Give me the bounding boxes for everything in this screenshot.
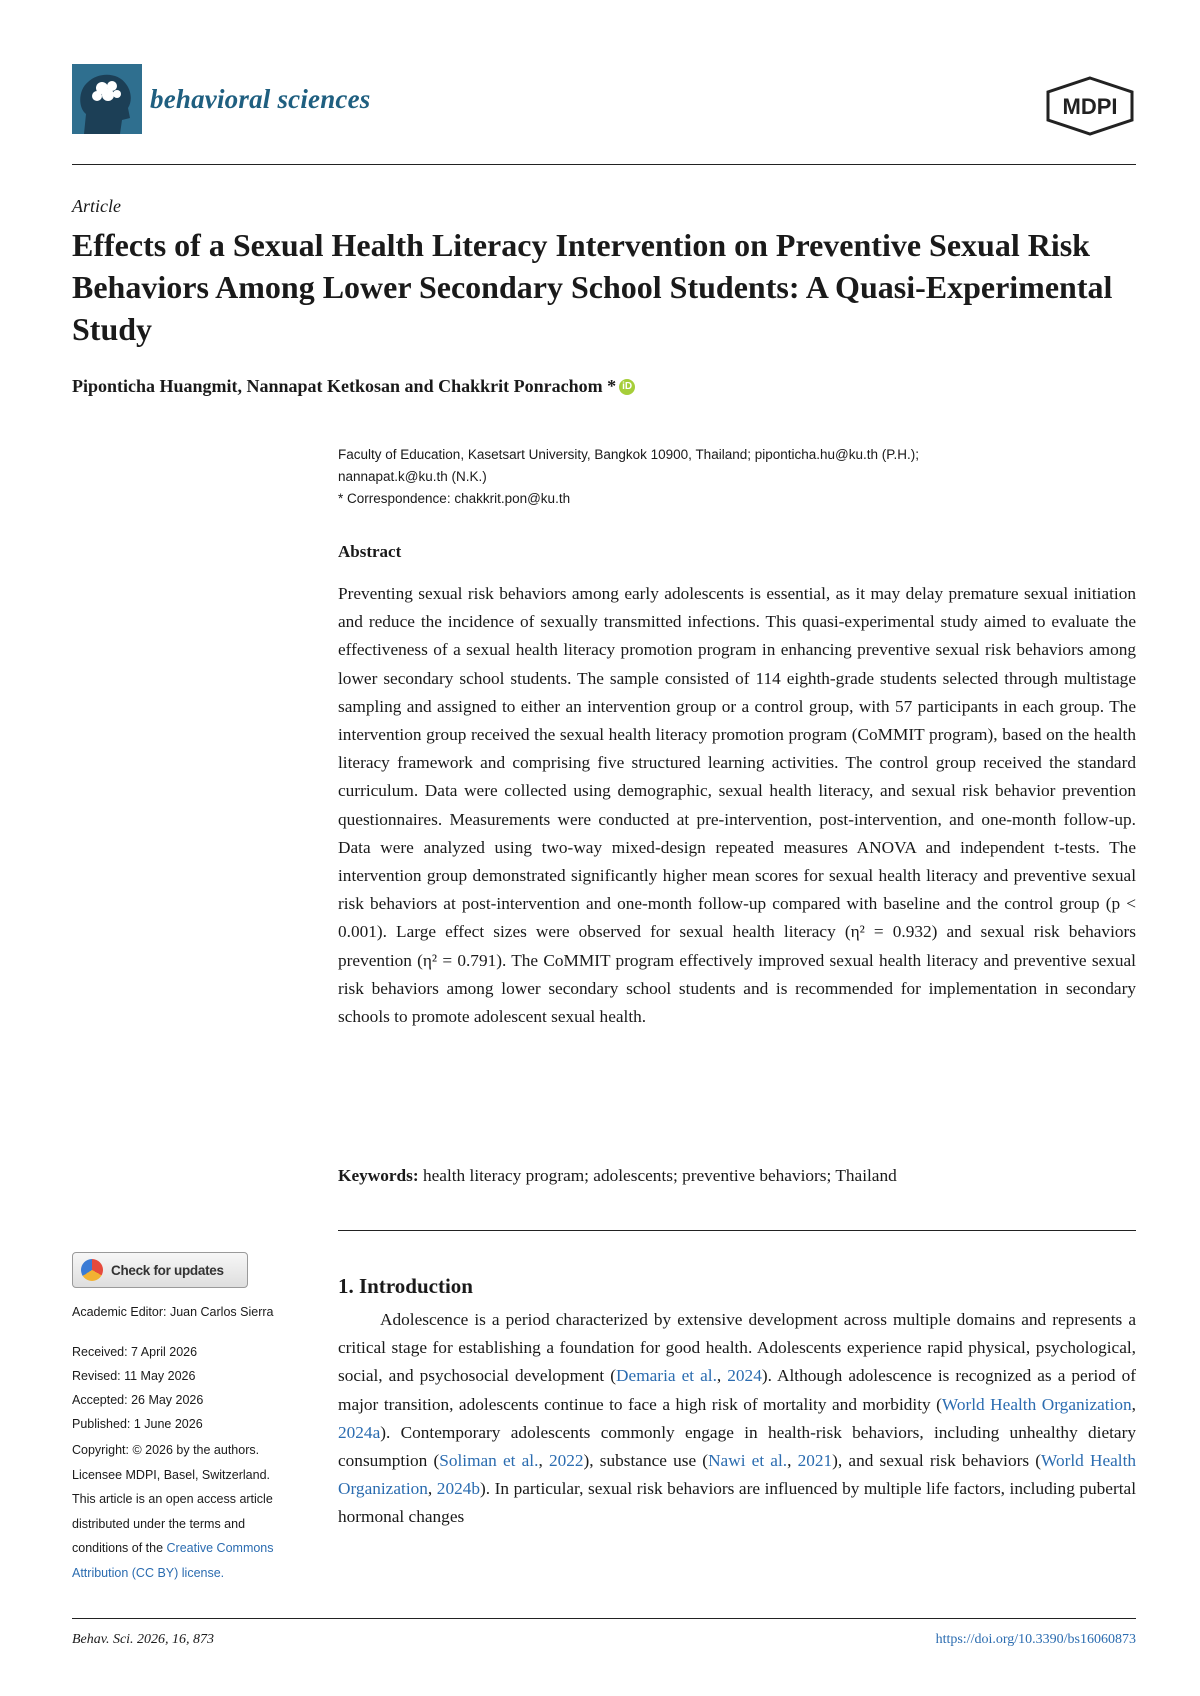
received-date: Received: 7 April 2026 [72,1345,198,1359]
intro-text: ), substance use ( [583,1451,709,1471]
check-updates-label: Check for updates [111,1262,224,1278]
intro-text: ). Although adolescence is recognized as a period of major transition, adolescents continue to face a high risk of mortality and morbidity ( [338,1366,1136,1414]
accepted-date: Accepted: 26 May 2026 [72,1393,204,1407]
header-divider [72,164,1136,165]
citation-link[interactable]: 2024a [338,1422,381,1442]
intro-text: , [1131,1394,1136,1414]
doi-link[interactable]: https://doi.org/10.3390/bs16060873 [935,1632,1136,1647]
copyright-line: Licensee MDPI, Basel, Switzerland. [72,1467,271,1482]
article-dates [72,1340,322,1436]
abstract-divider [338,1230,1136,1231]
citation-link[interactable]: Nawi et al. [708,1451,788,1471]
introduction-heading: 1. Introduction [338,1274,473,1298]
citation-link[interactable]: World Health Organization [941,1394,1132,1414]
affiliation [338,444,1138,510]
intro-text: , [787,1451,798,1471]
keywords [338,1166,1138,1186]
author-list [72,376,635,397]
citation-link[interactable]: Soliman et al. [439,1451,539,1471]
license-link[interactable]: license. [181,1565,225,1580]
citation-link[interactable]: 2022 [548,1451,584,1471]
copyright-line: Copyright: © 2026 by the authors. [72,1443,260,1457]
keywords-label: Keywords: [338,1166,419,1185]
intro-text: , [716,1366,728,1386]
abstract-heading: Abstract [338,542,402,561]
article-type: Article [72,196,121,216]
publisher-logo-text: MDPI [1062,94,1118,119]
intro-text: ). Contemporary adolescents commonly engage in health-risk behaviors, including unhealthy dietary consumption ( [338,1422,1136,1471]
orcid-icon[interactable]: iD [619,379,635,395]
academic-editor: Academic Editor: Juan Carlos Sierra [72,1305,274,1319]
keywords-text: health literacy program; adolescents; preventive behaviors; Thailand [422,1166,897,1185]
check-for-updates-button[interactable] [72,1252,248,1288]
affiliation-line: Faculty of Education, Kasetsart University, Bangkok 10900, Thailand; piponticha.hu@ku.th (P.H.); [338,447,920,462]
citation-link[interactable]: 2021 [797,1451,833,1471]
copyright-line [72,1536,322,1561]
correspondence: * Correspondence: chakkrit.pon@ku.th [338,491,571,506]
check-updates-icon [81,1259,103,1281]
citation-link[interactable]: Demaria et al. [616,1366,717,1386]
intro-text: , [427,1479,437,1499]
cc-by-link[interactable]: Attribution (CC BY) [72,1565,179,1580]
abstract-text: Preventing sexual risk behaviors among early adolescents is essential, as it may delay premature sexual initiation and reduce the incidence of sexually transmitted infections. This quasi-experimental study aimed to evaluate the effectiveness of a sexual health literacy promotion program in enhancing preventive sexual risk behaviors among lower secondary school students. The sample consisted of 114 eighth-grade students selected through multistage sampling and assigned to either an intervention group or a control group, with 57 participants in each group. The intervention group received the sexual health literacy promotion program (CoMMIT program), based on the health literacy framework and comprising five structured learning activities. The control group received the standard curriculum. Data were collected using demographic, sexual health literacy, and sexual risk behavior prevention questionnaires. Measurements were conducted at pre-intervention, post-intervention, and one-month follow-up. Data were analyzed using two-way mixed-design repeated measures ANOVA and independent t-tests. The intervention group demonstrated significantly higher mean scores for sexual health literacy and preventive sexual risk behaviors at post-intervention and one-month follow-up compared with baseline and the control group (p < 0.001). Large effect sizes were observed for sexual health literacy (η² = 0.932) and sexual risk behaviors prevention (η² = 0.791). The CoMMIT program effectively improved sexual health literacy and preventive sexual risk behaviors among lower secondary school students and is recommended for implementation in secondary schools to promote adolescent sexual health. [338,584,1136,1027]
citation-text: Behav. Sci. 2026, 16, 873 [72,1632,215,1647]
citation-link[interactable]: 2024 [727,1366,762,1386]
published-date: Published: 1 June 2026 [72,1417,203,1431]
affiliation-line: nannapat.k@ku.th (N.K.) [338,469,487,484]
intro-text: ), and sexual risk behaviors ( [832,1451,1042,1471]
footer-divider [72,1618,1136,1619]
copyright-line [72,1561,322,1586]
head-silhouette-icon [72,64,142,134]
journal-logo [72,64,142,134]
copyright-line: distributed under the terms and [72,1516,246,1531]
intro-text: Adolescence is a period characterized by extensive development across multiple domains and represents a critical stage for establishing a foundation for good health. Adolescents experience rapid physical, psychological, social, and psychosocial development ( [338,1310,1136,1386]
revised-date: Revised: 11 May 2026 [72,1369,196,1383]
creative-commons-link[interactable]: Creative Commons [166,1541,274,1555]
article-title: Effects of a Sexual Health Literacy Intervention on Preventive Sexual Risk Behaviors Among Lower Secondary School Students: A Quasi-Experimental Study [72,227,1113,347]
copyright-notice [72,1438,322,1585]
authors-text: Piponticha Huangmit, Nannapat Ketkosan and Chakkrit Ponrachom * [72,376,617,396]
citation-link[interactable]: World Health Organization [338,1451,1137,1499]
journal-name[interactable]: behavioral sciences [150,84,371,114]
citation-link[interactable]: 2024b [436,1479,480,1499]
publisher-logo[interactable] [1044,76,1136,136]
intro-text: , [538,1451,549,1471]
intro-text: ). In particular, sexual risk behaviors are influenced by multiple life factors, including pubertal hormonal changes [338,1479,1137,1527]
journal-citation [72,1632,214,1648]
copyright-text: conditions of the [72,1541,164,1555]
introduction-text [338,1306,1136,1532]
copyright-line: This article is an open access article [72,1492,273,1506]
